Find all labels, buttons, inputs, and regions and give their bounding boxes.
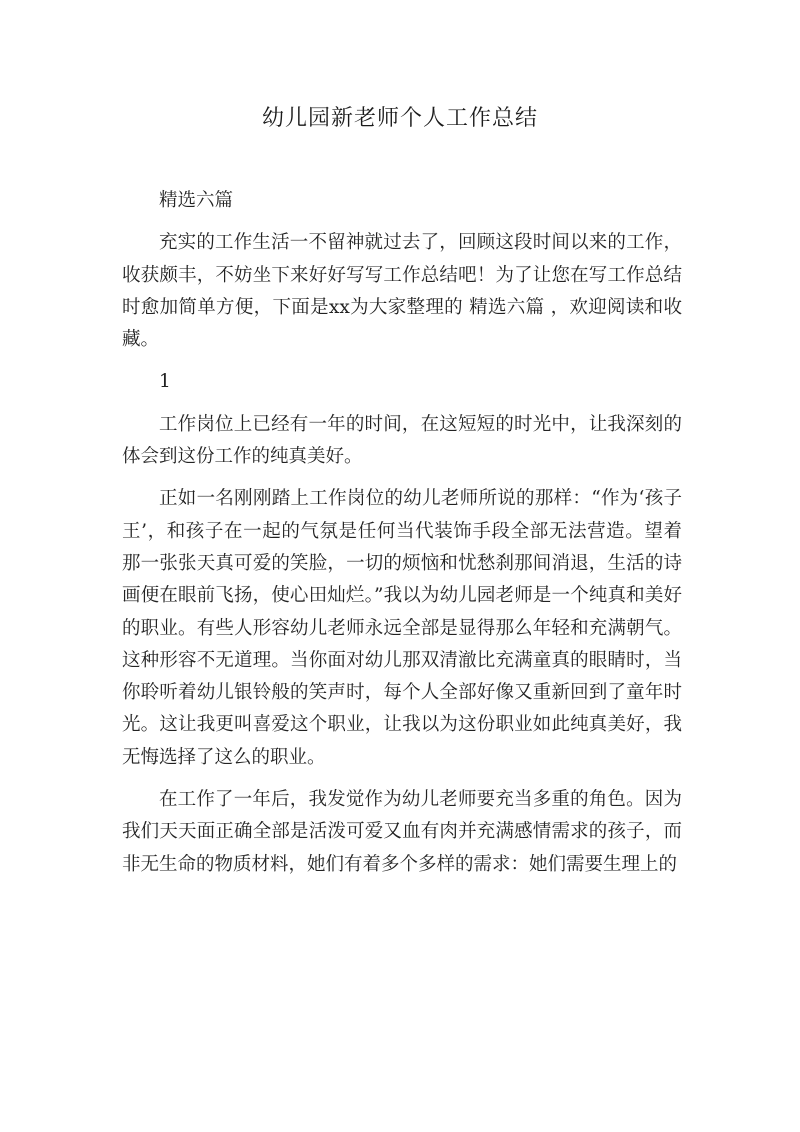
subtitle-paragraph: 精选六篇 (159, 190, 234, 211)
document-title: 幼儿园新老师个人工作总结 (261, 106, 538, 131)
intro-paragraph: 充实的工作生活一不留神就过去了，回顾这段时间以来的工作，收获颇丰，不妨坐下来好好写写工作总结吧！为了让您在写工作总结时愈加简单方便，下面是xx为大家整理的 精选六篇 ，欢迎阅读和收藏。 (122, 232, 682, 351)
body-paragraph-1: 工作岗位上已经有一年的时间，在这短短的时光中，让我深刻的体会到这份工作的纯真美好。 (122, 413, 682, 468)
document-body (122, 185, 682, 881)
body-paragraph-2: 正如一名刚刚踏上工作岗位的幼儿老师所说的那样：“作为‘孩子王’，和孩子在一起的气氛是任何当代装饰手段全部无法营造。望着那一张张天真可爱的笑脸，一切的烦恼和忧愁刹那间消退，生活的诗画便在眼前飞扬，使心田灿烂。”我以为幼儿园老师是一个纯真和美好的职业。有些人形容幼儿老师永远全部是显得那么年轻和充满朝气。这种形容不无道理。当你面对幼儿那双清澈比充满童真的眼睛时，当你聆听着幼儿银铃般的笑声时，每个人全部好像又重新回到了童年时光。这让我更叫喜爱这个职业，让我以为这份职业如此纯真美好，我无悔选择了这么的职业。 (122, 488, 682, 768)
body-paragraph-3: 在工作了一年后，我发觉作为幼儿老师要充当多重的角色。因为我们天天面正确全部是活泼可爱又血有肉并充满感情需求的孩子，而非无生命的物质材料，她们有着多个多样的需求：她们需要生理上的 (122, 789, 682, 875)
section-number: 1 (159, 371, 171, 393)
